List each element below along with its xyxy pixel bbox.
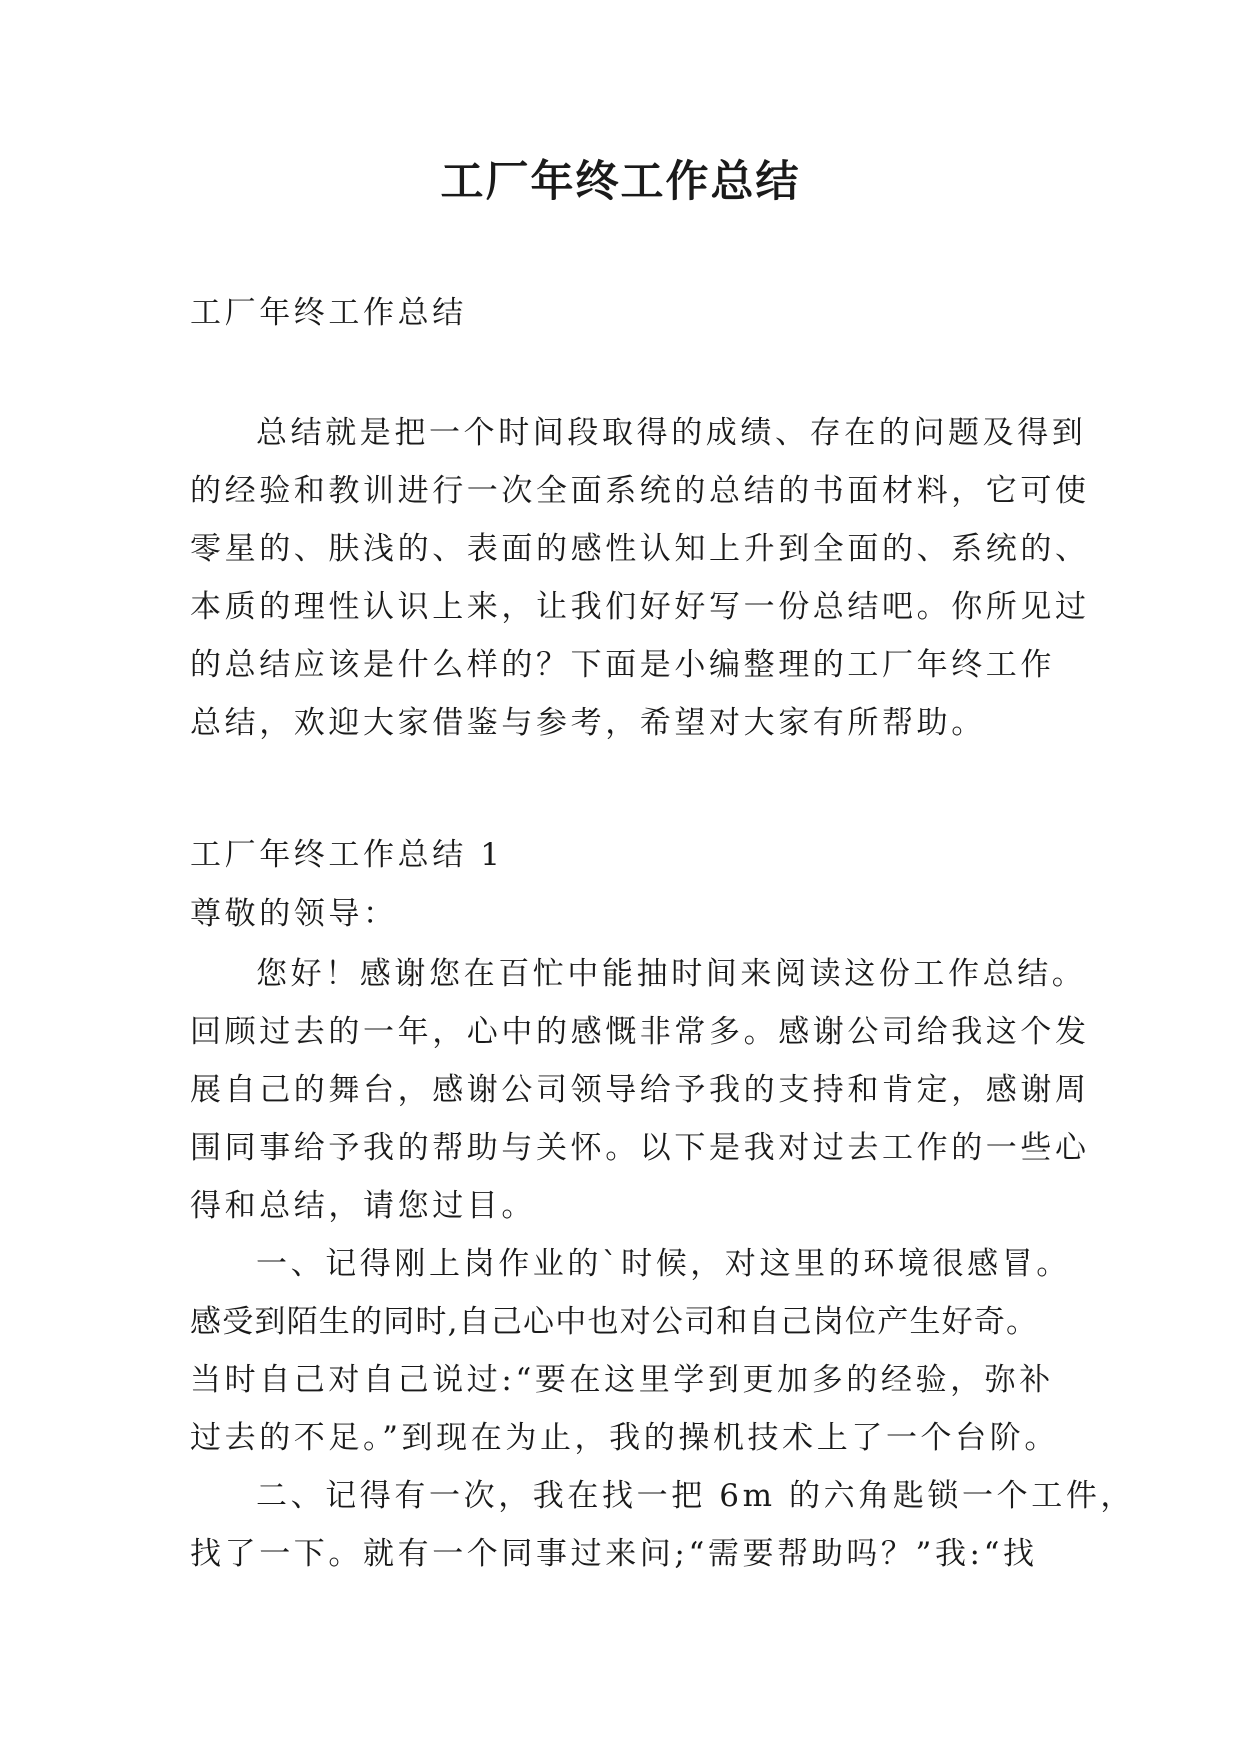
document-subtitle: 工厂年终工作总结 [190, 295, 467, 331]
paragraph-3-line: 找了一下。就有一个同事过来问;“需要帮助吗？”我:“找 [190, 1536, 1038, 1572]
section-title: 工厂年终工作总结 1 [190, 837, 504, 873]
intro-line: 的经验和教训进行一次全面系统的总结的书面材料，它可使 [190, 473, 1090, 509]
intro-line: 总结，欢迎大家借鉴与参考，希望对大家有所帮助。 [190, 705, 986, 741]
paragraph-1-line: 展自己的舞台，感谢公司领导给予我的支持和肯定，感谢周 [190, 1072, 1090, 1108]
intro-line: 的总结应该是什么样的？下面是小编整理的工厂年终工作 [190, 647, 1055, 683]
intro-paragraph [190, 404, 1090, 752]
paragraph-2-line: 感受到陌生的同时,自己心中也对公司和自己岗位产生好奇。 [190, 1304, 1039, 1340]
paragraph-1-line: 得和总结，请您过目。 [190, 1188, 536, 1224]
paragraph-2-line: 过去的不足。”到现在为止，我的操机技术上了一个台阶。 [190, 1420, 1059, 1456]
salutation: 尊敬的领导： [190, 896, 398, 932]
section-1 [190, 827, 1136, 1583]
paragraph-1-line: 围同事给予我的帮助与关怀。以下是我对过去工作的一些心 [190, 1130, 1090, 1166]
paragraph-2-line: 一、记得刚上岗作业的`时候，对这里的环境很感冒。 [256, 1246, 1071, 1282]
intro-line: 总结就是把一个时间段取得的成绩、存在的问题及得到 [256, 415, 1087, 451]
document-title: 工厂年终工作总结 [440, 157, 801, 207]
intro-line: 本质的理性认识上来，让我们好好写一份总结吧。你所见过 [190, 589, 1090, 625]
paragraph-2-line: 当时自己对自己说过:“要在这里学到更加多的经验，弥补 [190, 1362, 1054, 1398]
intro-line: 零星的、肤浅的、表面的感性认知上升到全面的、系统的、 [190, 531, 1090, 567]
paragraph-3-line: 二、记得有一次，我在找一把 6m 的六角匙锁一个工件， [256, 1478, 1136, 1514]
paragraph-1-line: 回顾过去的一年，心中的感慨非常多。感谢公司给我这个发 [190, 1014, 1090, 1050]
paragraph-1-line: 您好！感谢您在百忙中能抽时间来阅读这份工作总结。 [256, 956, 1087, 992]
